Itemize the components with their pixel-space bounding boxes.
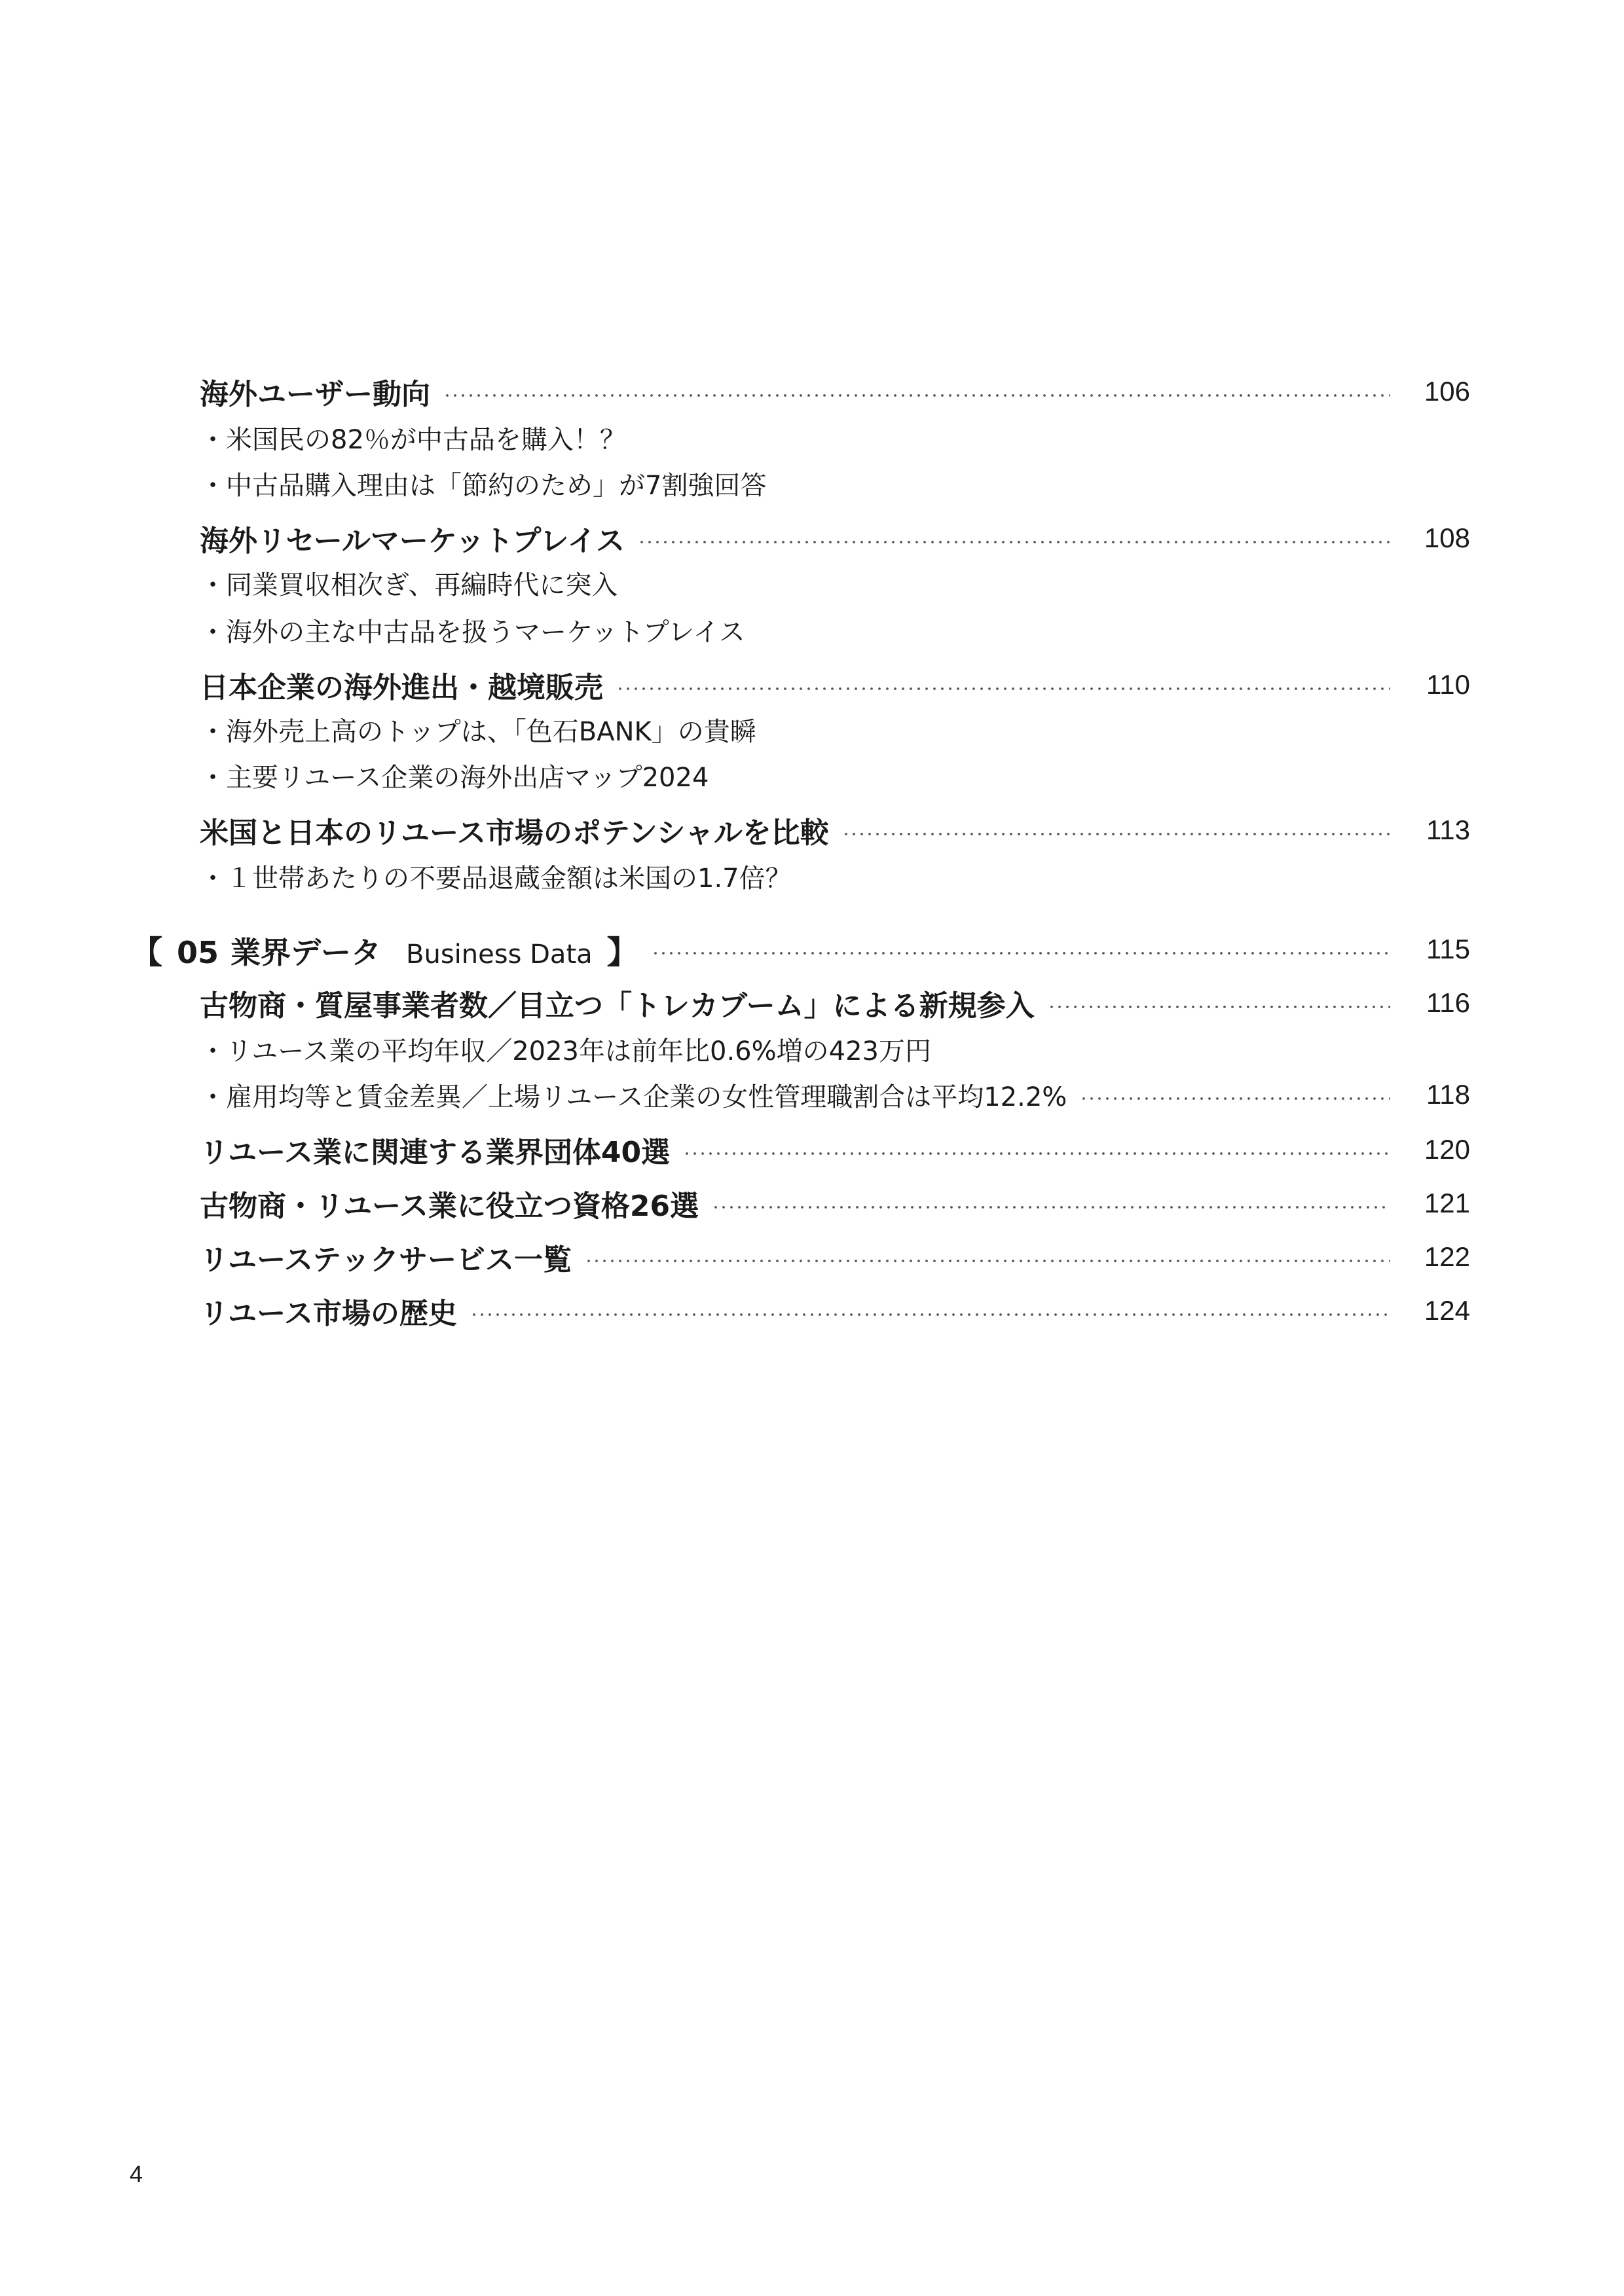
toc-entry-title: 日本企業の海外進出・越境販売 — [200, 671, 603, 704]
dot-leader — [616, 687, 1390, 690]
toc-entry-title: リユース市場の歴史 — [200, 1297, 457, 1330]
dot-leader — [712, 1206, 1390, 1209]
toc-entry-title: 古物商・質屋事業者数／目立つ「トレカブーム」による新規参入 — [200, 989, 1035, 1023]
toc-page-number: 122 — [1424, 1241, 1470, 1272]
toc-entry — [0, 519, 1624, 558]
open-bracket: 【 — [131, 934, 163, 971]
toc-page-number: 113 — [1426, 814, 1470, 845]
dot-leader — [638, 541, 1390, 543]
toc-page-number: 121 — [1424, 1188, 1470, 1218]
toc-subentry-title: ・米国民の82％が中古品を購入！？ — [200, 424, 626, 455]
toc-page-number: 116 — [1426, 987, 1470, 1018]
toc-subentry-title: ・同業買収相次ぎ、再編時代に突入 — [200, 570, 618, 600]
toc-subentry-title: ・雇用均等と賃金差異／上場リユース企業の女性管理職割合は平均12.2% — [200, 1082, 1067, 1112]
section-heading-label — [131, 927, 638, 972]
dot-leader — [683, 1152, 1390, 1155]
toc-subentry — [0, 858, 1624, 894]
dot-leader — [443, 394, 1390, 397]
toc-entry — [0, 372, 1624, 411]
toc-entry-title: リユース業に関連する業界団体40選 — [200, 1136, 671, 1169]
toc-subentry — [0, 611, 1624, 648]
toc-page-number: 115 — [1426, 934, 1470, 964]
toc-subentry-title: ・１世帯あたりの不要品退蔵金額は米国の1.7倍？ — [200, 863, 792, 894]
toc-entry — [0, 665, 1624, 704]
section-title-en: Business Data — [406, 939, 593, 970]
toc-entry-title: 海外ユーザー動向 — [200, 378, 430, 411]
page-folio: 4 — [130, 2160, 143, 2187]
toc-page-number: 124 — [1424, 1295, 1470, 1326]
toc-subentry-title: ・主要リユース企業の海外出店マップ2024 — [200, 762, 709, 793]
toc-subentry — [0, 419, 1624, 456]
dot-leader — [1048, 1006, 1390, 1008]
toc-entry — [0, 983, 1624, 1023]
toc-page-number: 106 — [1424, 376, 1470, 407]
toc-section-heading — [0, 928, 1624, 970]
toc-entry — [0, 1130, 1624, 1169]
section-title: 業界データ — [231, 934, 382, 970]
toc-subentry — [0, 564, 1624, 601]
dot-leader — [585, 1260, 1390, 1262]
dot-leader — [842, 833, 1390, 835]
toc-entry — [0, 1184, 1624, 1223]
toc-subentry-title: ・中古品購入理由は「節約のため」が7割強回答 — [200, 470, 767, 501]
toc-subentry-title: ・海外売上高のトップは、「色石BANK」の貴瞬 — [200, 716, 756, 747]
toc-entry-title: 古物商・リユース業に役立つ資格26選 — [200, 1190, 699, 1223]
toc-subentry — [0, 1076, 1624, 1113]
toc-subentry — [0, 1030, 1624, 1067]
toc-entry — [0, 1291, 1624, 1330]
toc-page-number: 120 — [1424, 1134, 1470, 1165]
toc-page-number: 108 — [1424, 522, 1470, 553]
toc-entry — [0, 811, 1624, 850]
close-bracket: 】 — [606, 934, 638, 971]
dot-leader — [652, 952, 1390, 955]
toc-entry-title: 海外リセールマーケットプレイス — [200, 524, 625, 558]
toc-subentry-title: ・リユース業の平均年収／2023年は前年比0.6%増の423万円 — [200, 1036, 931, 1066]
toc-entry — [0, 1237, 1624, 1277]
toc-entry-title: リユーステックサービス一覧 — [200, 1243, 572, 1277]
dot-leader — [1080, 1097, 1390, 1100]
dot-leader — [470, 1313, 1390, 1316]
toc-subentry — [0, 465, 1624, 501]
toc-subentry — [0, 757, 1624, 793]
toc-subentry-title: ・海外の主な中古品を扱うマーケットプレイス — [200, 617, 745, 647]
toc-subentry — [0, 711, 1624, 748]
toc-page-number: 110 — [1426, 669, 1470, 700]
section-number: 05 — [177, 934, 219, 970]
toc-entry-title: 米国と日本のリユース市場のポテンシャルを比較 — [200, 816, 829, 850]
toc-page-number: 118 — [1426, 1079, 1470, 1110]
